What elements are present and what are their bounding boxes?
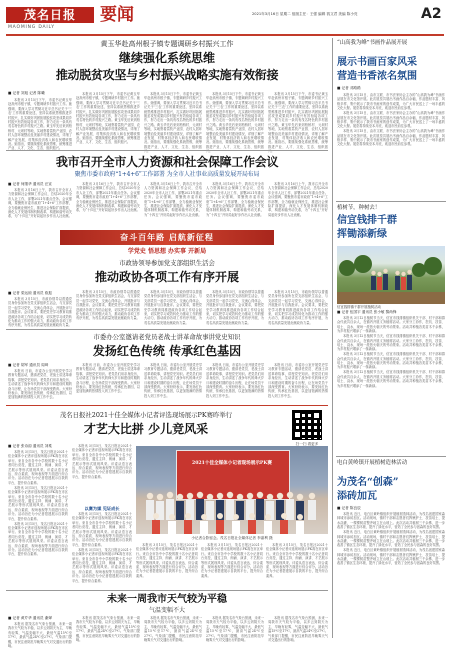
photo-caption: 小记者合影留念。茂名日报社全媒体记者 李嘉利 摄 — [191, 536, 273, 540]
article5-body-col2b: 本报讯 3月15日，茂名日报社2021十佳全媒体小记者评选现场展示PK赛在市区举行。来自全市各中小学校的数十名小记者同台竞技，通过主持、朗诵、演讲、才艺展示等形式展现风采。评委从语言表达、综合素质、现场表现等方面进行综合评分。活动旨在为小记者搭建展示自我的平台，提升综合素养。 本报讯 3月15日，茂名日报社2021十佳全媒体小记者评选现场展示PK赛在市区举行。来自全市各中小学校的数十名小记者同台竞技，通过主持、朗诵、演讲、才艺展示等形式展现风采。评委从语言表达、综合素质、现场表现等方面进行综合评分。活动旨在为小记者搭建展示自我的平台，提升综合素养。 — [72, 512, 132, 583]
party-history-banner — [60, 230, 274, 245]
article3-body-col5: 本报讯 3月15日，市政协领导以普通党员身份参加所在党支部组织生活会，与支部党员一起学习党史，交流心得体会，开展批评与自我批评。会议要求，要把党史学习教育同推进政协各项工作结合起来，切实把学习成效转化为推动工作的强大动力，推动政协各项工作有序开展，为茂名高质量发展贡献政协力量。 — [268, 290, 328, 325]
article6-subtitle: 气温变幅不大 — [148, 607, 185, 614]
qr-finder-bl — [293, 430, 302, 439]
qr-finder-tr — [312, 411, 321, 420]
column-divider — [332, 38, 333, 638]
article3-body-col4: 本报讯 3月15日，市政协领导以普通党员身份参加所在党支部组织生活会，与支部党员一起学习党史，交流心得体会，开展批评与自我批评。会议要求，要把党史学习教育同推进政协各项工作结合起来，切实把学习成效转化为推动工作的强大动力，推动政协各项工作有序开展，为茂名高质量发展贡献政协力量。 — [206, 290, 264, 325]
banner-title: 奋斗百年路 启航新征程 — [120, 232, 214, 242]
divider — [6, 329, 328, 330]
article4-title: 发扬红色传统 传承红色基因 — [92, 344, 242, 358]
sidebar1-kicker: “山高我为峰”书画作品展开展 — [337, 40, 408, 46]
article6-title: 未来一周我市天气较为平稳 — [107, 594, 227, 605]
tree-planting-photo — [337, 246, 445, 304]
article2-body-col5: 本报讯 3月16日上午，我市召开全市人力资源和社会保障工作会议，总结2020年全市人社工作，部署2021年重点任务。会议强调，要聚焦市委市政府“1+4+6”工作部署，全力稳就业保民生，推进社会保险扩面提质，深化人才发展体制机制改革，构建和谐劳动关系，为“十四五”开好局起好步作出人社贡献。 — [268, 182, 328, 217]
sidebar3-kicker: 电白黄岭镇开展植树造林活动 — [337, 460, 408, 466]
article6-body-col5: 本报讯 据茂名市气象台预测，未来一周我市天气较为平稳，以多云到阴天为主，早晚有轻雾，气温变幅不大，最低气温15℃至17℃，最高气温24℃至27℃。气象部门提醒，市民注意防范早晚雾天气对交通出行的影响。 — [268, 616, 328, 643]
photo-backdrop-title: 2021十佳全媒体小记者现场展示PK赛 — [192, 461, 272, 466]
article3-kicker: 市政协领导参加党支部组织生活会 — [119, 259, 215, 267]
article1-byline: ■ 记者 刘旭 记者 陈曦 — [8, 91, 45, 95]
sidebar3-title-line2: 添砖加瓦 — [337, 491, 377, 502]
banner-subtitle: 学党史 悟思想 办实事 开新局 — [127, 248, 207, 255]
article2-subtitle: 聚焦市委市政府“1+4+6”工作部署 为全市人社事业高质量发展开局布局 — [74, 171, 260, 178]
article3-byline: ■ 记者 梁运琼 通讯员 欧振 — [8, 291, 52, 295]
article3-body-col2: 本报讯 3月15日，市政协领导以普通党员身份参加所在党支部组织生活会，与支部党员一起学习党史，交流心得体会，开展批评与自我批评。会议要求，要把党史学习教育同推进政协各项工作结合起来，切实把学习成效转化为推动工作的强大动力，推动政协各项工作有序开展，为茂名高质量发展贡献政协力量。 — [76, 290, 140, 321]
article6-body-col1: 本报讯 据茂名市气象台预测，未来一周我市天气较为平稳，以多云到阴天为主，早晚有轻雾，气温变幅不大，最低气温15℃至17℃，最高气温24℃至27℃。气象部门提醒，市民注意防范早晚雾天气对交通出行的影响。 — [8, 622, 72, 648]
qr-finder-tl — [293, 411, 302, 420]
masthead — [0, 0, 450, 36]
sidebar2-caption: 信宜钱排镇干群开展植树活动 — [337, 305, 382, 309]
article5-byline: ■ 记者 张诗韵 通讯员 刘柔 — [8, 444, 52, 448]
article5-body-col4: 本报讯 3月15日，茂名日报社2021十佳全媒体小记者评选现场展示PK赛在市区举行。来自全市各中小学校的数十名小记者同台竞技，通过主持、朗诵、演讲、才艺展示等形式展现风采。评委从语言表达、综合素质、现场表现等方面进行综合评分。活动旨在为小记者搭建展示自我的平台，提升综合素养。 — [201, 543, 263, 578]
article2-body-col1: 本报讯 3月16日上午，我市召开全市人力资源和社会保障工作会议，总结2020年全市人社工作，部署2021年重点任务。会议强调，要聚焦市委市政府“1+4+6”工作部署，全力稳就业保民生，推进社会保险扩面提质，深化人才发展体制机制改革，构建和谐劳动关系，为“十四五”开好局起好步作出人社贡献。 — [8, 188, 72, 219]
article5-body-col3: 本报讯 3月15日，茂名日报社2021十佳全媒体小记者评选现场展示PK赛在市区举行。来自全市各中小学校的数十名小记者同台竞技，通过主持、朗诵、演讲、才艺展示等形式展现风采。评委从语言表达、综合素质、现场表现等方面进行综合评分。活动旨在为小记者搭建展示自我的平台，提升综合素养。 — [136, 543, 198, 578]
article4-body-col2: 本报讯 日前，市委办公室开展党史学习教育专题活动，邀请老党员、老战士讲述革命故事，讲授党史知识。老党员们用亲身经历，生动讲述了战争年代的烽火岁月和建设时期的奋斗历程，让在场党员干部深受教育。大家纷纷表示，要发扬红色传统、传承红色基因，以更加饱满的热情投入到工作中去。 — [76, 363, 140, 394]
article3-body-col3: 本报讯 3月15日，市政协领导以普通党员身份参加所在党支部组织生活会，与支部党员一起学习党史，交流心得体会，开展批评与自我批评。会议要求，要把党史学习教育同推进政协各项工作结合起来，切实把学习成效转化为推动工作的强大动力，推动政协各项工作有序开展，为茂名高质量发展贡献政协力量。 — [144, 290, 202, 325]
photo-people — [136, 486, 328, 534]
article5-section-label: 以赛为媒 见证成长 — [84, 506, 120, 511]
article6-body-col2: 本报讯 据茂名市气象台预测，未来一周我市天气较为平稳，以多云到阴天为主，早晚有轻雾，气温变幅不大，最低气温15℃至17℃，最高气温24℃至27℃。气象部门提醒，市民注意防范早晚雾天气对交通出行的影响。 — [76, 616, 140, 643]
tree-planting-scene — [337, 246, 445, 304]
article5-title: 才艺大比拼 少儿竞风采 — [83, 422, 209, 436]
article5-body-col1: 本报讯 3月15日，茂名日报社2021十佳全媒体小记者评选现场展示PK赛在市区举行。来自全市各中小学校的数十名小记者同台竞技，通过主持、朗诵、演讲、才艺展示等形式展现风采。评委从语言表达、综合素质、现场表现等方面进行综合评分。活动旨在为小记者搭建展示自我的平台，提升综合素养。 本报讯 3月15日，茂名日报社2021十佳全媒体小记者评选现场展示PK赛在市区举行。来自全市各中小学校的数十名小记者同台竞技，通过主持、朗诵、演讲、才艺展示等形式展现风采。评委从语言表达、综合素质、现场表现等方面进行综合评分。活动旨在为小记者搭建展示自我的平台，提升综合素养。 本报讯 3月15日，茂名日报社2021十佳全媒体小记者评选现场展示PK赛在市区举行。来自全市各中小学校的数十名小记者同台竞技，通过主持、朗诵、演讲、才艺展示等形式展现风采。评委从语言表达、综合素质、现场表现等方面进行综合评分。活动旨在为小记者搭建展示自我的平台，提升综合素养。 — [8, 450, 68, 557]
article6-body-col3: 本报讯 据茂名市气象台预测，未来一周我市天气较为平稳，以多云到阴天为主，早晚有轻雾，气温变幅不大，最低气温15℃至17℃，最高气温24℃至27℃。气象部门提醒，市民注意防范早晚雾天气对交通出行的影响。 — [144, 616, 203, 643]
sidebar3-title-line1: 为茂名“创森” — [337, 477, 399, 488]
section-title: 要闻 — [100, 5, 134, 25]
sidebar1-byline: ■ 记者 邓路路 — [337, 86, 361, 90]
section-rule — [6, 405, 328, 406]
article1-body-col3: 本报讯 3月15日下午，市委书记黄玉华赴高州市根子镇，专题调研乡村振兴工作。她强调，要深入学习贯彻习近平总书记关于'三农'工作的重要论述，坚持以系统思维推进乡村振兴，扎实做好巩固拓展脱贫攻坚成果同乡村振兴有效衔接各项工作，努力走出一条具有茂名特色的乡村振兴之路。黄玉华先后来到柏桥村、元坝村等地，实地察看荔枝产业园、农村人居环境整治及美丽乡村建设情况，详细了解产业发展、村集体经济收入和农民增收情况。她指出，要继续强化系统思维，统筹推进产业、人才、文化、生态、组织振兴。 — [144, 92, 202, 154]
sidebar1-body: 本报讯 3月15日，由市文联、市书法家协会主办的“山高我为峰”书画作品展在市文化馆开展。此次展览共展出书画作品百余幅，作品题材丰富、风格多样，集中展示了我市书画家的创作成果，为广大市民送上了一场丰盛的文化大餐。展览将持续至本月底，欢迎市民前往参观。 本报讯 3月15日，由市文联、市书法家协会主办的“山高我为峰”书画作品展在市文化馆开展。此次展览共展出书画作品百余幅，作品题材丰富、风格多样，集中展示了我市书画家的创作成果，为广大市民送上了一场丰盛的文化大餐。展览将持续至本月底，欢迎市民前往参观。 本报讯 3月15日，由市文联、市书法家协会主办的“山高我为峰”书画作品展在市文化馆开展。此次展览共展出书画作品百余幅，作品题材丰富、风格多样，集中展示了我市书画家的创作成果，为广大市民送上了一场丰盛的文化大餐。展览将持续至本月底，欢迎市民前往参观。 — [337, 93, 445, 147]
article1-title-line1: 继续强化系统思维 — [118, 51, 215, 65]
article6-body-col4: 本报讯 据茂名市气象台预测，未来一周我市天气较为平稳，以多云到阴天为主，早晚有轻雾，气温变幅不大，最低气温15℃至17℃，最高气温24℃至27℃。气象部门提醒，市民注意防范早晚雾天气对交通出行的影响。 — [206, 616, 265, 643]
article2-byline: ■ 记者 何继华 通讯员 汪宣 — [8, 182, 52, 186]
sidebar2-byline: ■ 记者 伍国宇 通讯员 张小敏 黎尚锋 — [337, 310, 397, 314]
article1-body-col1: 本报讯 3月15日下午，市委书记黄玉华赴高州市根子镇，专题调研乡村振兴工作。她强调，要深入学习贯彻习近平总书记关于'三农'工作的重要论述，坚持以系统思维推进乡村振兴，扎实做好巩固拓展脱贫攻坚成果同乡村振兴有效衔接各项工作，努力走出一条具有茂名特色的乡村振兴之路。黄玉华先后来到柏桥村、元坝村等地，实地察看荔枝产业园、农村人居环境整治及美丽乡村建设情况，详细了解产业发展、村集体经济收入和农民增收情况。她指出，要继续强化系统思维，统筹推进产业、人才、文化、生态、组织振兴。 — [8, 98, 72, 151]
masthead-logo: 茂名日报 — [23, 8, 76, 22]
qr-caption: 扫一扫 看更多 — [295, 442, 319, 446]
masthead-logo-block — [6, 7, 94, 23]
divider — [336, 456, 446, 457]
article1-body-col5: 本报讯 3月15日下午，市委书记黄玉华赴高州市根子镇，专题调研乡村振兴工作。她强调，要深入学习贯彻习近平总书记关于'三农'工作的重要论述，坚持以系统思维推进乡村振兴，扎实做好巩固拓展脱贫攻坚成果同乡村振兴有效衔接各项工作，努力走出一条具有茂名特色的乡村振兴之路。黄玉华先后来到柏桥村、元坝村等地，实地察看荔枝产业园、农村人居环境整治及美丽乡村建设情况，详细了解产业发展、村集体经济收入和农民增收情况。她指出，要继续强化系统思维，统筹推进产业、人才、文化、生态、组织振兴。 — [268, 92, 328, 154]
article2-title: 我市召开全市人力资源和社会保障工作会议 — [55, 155, 279, 169]
article6-byline: ■ 记者 黄芹华 通讯员 谢婵 — [8, 616, 52, 620]
divider — [6, 590, 328, 591]
sidebar2-title-line2: 挥锄添新绿 — [337, 229, 387, 240]
article4-byline: ■ 记者 胡军 通讯员 周琦 — [8, 363, 49, 367]
article3-body-col1: 本报讯 3月15日，市政协领导以普通党员身份参加所在党支部组织生活会，与支部党员一起学习党史，交流心得体会，开展批评与自我批评。会议要求，要把党史学习教育同推进政协各项工作结合起来，切实把学习成效转化为推动工作的强大动力，推动政协各项工作有序开展，为茂名高质量发展贡献政协力量。 — [8, 297, 72, 328]
article4-body-col5: 本报讯 日前，市委办公室开展党史学习教育专题活动，邀请老党员、老战士讲述革命故事，讲授党史知识。老党员们用亲身经历，生动讲述了战争年代的烽火岁月和建设时期的奋斗历程，让在场党员干部深受教育。大家纷纷表示，要发扬红色传统、传承红色基因，以更加饱满的热情投入到工作中去。 — [268, 363, 328, 398]
article1-body-col2: 本报讯 3月15日下午，市委书记黄玉华赴高州市根子镇，专题调研乡村振兴工作。她强调，要深入学习贯彻习近平总书记关于'三农'工作的重要论述，坚持以系统思维推进乡村振兴，扎实做好巩固拓展脱贫攻坚成果同乡村振兴有效衔接各项工作，努力走出一条具有茂名特色的乡村振兴之路。黄玉华先后来到柏桥村、元坝村等地，实地察看荔枝产业园、农村人居环境整治及美丽乡村建设情况，详细了解产业发展、村集体经济收入和农民增收情况。她指出，要继续强化系统思维，统筹推进产业、人才、文化、生态、组织振兴。 — [76, 92, 140, 145]
group-photo — [136, 446, 328, 534]
sidebar2-title-line1: 信宜钱排千群 — [337, 215, 397, 226]
article2-body-col2: 本报讯 3月16日上午，我市召开全市人力资源和社会保障工作会议，总结2020年全市人社工作，部署2021年重点任务。会议强调，要聚焦市委市政府“1+4+6”工作部署，全力稳就业保民生，推进社会保险扩面提质，深化人才发展体制机制改革，构建和谐劳动关系，为“十四五”开好局起好步作出人社贡献。 — [76, 182, 140, 213]
article5-body-col2: 本报讯 3月15日，茂名日报社2021十佳全媒体小记者评选现场展示PK赛在市区举行。来自全市各中小学校的数十名小记者同台竞技，通过主持、朗诵、演讲、才艺展示等形式展现风采。评委从语言表达、综合素质、现场表现等方面进行综合评分。活动旨在为小记者搭建展示自我的平台，提升综合素养。 — [72, 444, 132, 479]
article4-body-col4: 本报讯 日前，市委办公室开展党史学习教育专题活动，邀请老党员、老战士讲述革命故事，讲授党史知识。老党员们用亲身经历，生动讲述了战争年代的烽火岁月和建设时期的奋斗历程，让在场党员干部深受教育。大家纷纷表示，要发扬红色传统、传承红色基因，以更加饱满的热情投入到工作中去。 — [206, 363, 265, 398]
article5-body-col5: 本报讯 3月15日，茂名日报社2021十佳全媒体小记者评选现场展示PK赛在市区举行。来自全市各中小学校的数十名小记者同台竞技，通过主持、朗诵、演讲、才艺展示等形式展现风采。评委从语言表达、综合素质、现场表现等方面进行综合评分。活动旨在为小记者搭建展示自我的平台，提升综合素养。 — [266, 543, 328, 578]
sidebar2-kicker: 植树节，种树去！ — [337, 205, 381, 211]
issue-info: 2021年3月16日 星期二 组版主任：王强 编辑 钱文君 美编 陈小亮 — [252, 12, 358, 16]
sidebar2-body: 本报讯 3月12日植树节当天，信宜市钱排镇组织机关干部、村干部和群众代表共百余人，在镇内开展义务植树活动。大家分工协作，挖坑、扶苗、培土、浇水，现场一派热火朝天的劳动景象。活动共种植各类苗木千余株，为乡村振兴增添了一抹新绿。 本报讯 3月12日植树节当天，信宜市钱排镇组织机关干部、村干部和群众代表共百余人，在镇内开展义务植树活动。大家分工协作，挖坑、扶苗、培土、浇水，现场一派热火朝天的劳动景象。活动共种植各类苗木千余株，为乡村振兴增添了一抹新绿。 本报讯 3月12日植树节当天，信宜市钱排镇组织机关干部、村干部和群众代表共百余人，在镇内开展义务植树活动。大家分工协作，挖坑、扶苗、培土、浇水，现场一派热火朝天的劳动景象。活动共种植各类苗木千余株，为乡村振兴增添了一抹新绿。 本报讯 3月12日植树节当天，信宜市钱排镇组织机关干部、村干部和群众代表共百余人，在镇内开展义务植树活动。大家分工协作，挖坑、扶苗、培土、浇水，现场一派热火朝天的劳动景象。活动共种植各类苗木千余株，为乡村振兴增添了一抹新绿。 — [337, 316, 445, 388]
divider — [6, 150, 328, 151]
masthead-pinyin: MAOMING DAILY — [8, 25, 55, 30]
article2-body-col4: 本报讯 3月16日上午，我市召开全市人力资源和社会保障工作会议，总结2020年全市人社工作，部署2021年重点任务。会议强调，要聚焦市委市政府“1+4+6”工作部署，全力稳就业保民生，推进社会保险扩面提质，深化人才发展体制机制改革，构建和谐劳动关系，为“十四五”开好局起好步作出人社贡献。 — [206, 182, 264, 217]
article1-title-line2: 推动脱贫攻坚与乡村振兴战略实施有效衔接 — [55, 68, 279, 82]
sidebar3-body: 本报讯 近日，电白区黄岭镇组织开展植树造林活动，为茂名创建国家森林城市添砖加瓦。活动现场，镇村干部和志愿者们挥锹铲土、扶苗培土、提水浇灌，一棵棵树苗整齐地立在山坡上。此次活动共植树三千余株，进一步改善了镇区生态环境，提升了绿化水平，营造了全民参与创森的良好氛围。 本报讯 近日，电白区黄岭镇组织开展植树造林活动，为茂名创建国家森林城市添砖加瓦。活动现场，镇村干部和志愿者们挥锹铲土、扶苗培土、提水浇灌，一棵棵树苗整齐地立在山坡上。此次活动共植树三千余株，进一步改善了镇区生态环境，提升了绿化水平，营造了全民参与创森的良好氛围。 本报讯 近日，电白区黄岭镇组织开展植树造林活动，为茂名创建国家森林城市添砖加瓦。活动现场，镇村干部和志愿者们挥锹铲土、扶苗培土、提水浇灌，一棵棵树苗整齐地立在山坡上。此次活动共植树三千余株，进一步改善了镇区生态环境，提升了绿化水平，营造了全民参与创森的良好氛围。 — [337, 512, 445, 566]
qr-code[interactable] — [292, 410, 322, 440]
divider — [336, 201, 446, 202]
article3-title: 推动政协各项工作有序开展 — [94, 270, 239, 284]
article1-kicker: 黄玉华赴高州根子镇专题调研乡村振兴工作 — [100, 40, 234, 48]
sidebar1-title-line2: 营造书香浓名氛围 — [337, 71, 417, 82]
article4-body-col3: 本报讯 日前，市委办公室开展党史学习教育专题活动，邀请老党员、老战士讲述革命故事，讲授党史知识。老党员们用亲身经历，生动讲述了战争年代的烽火岁月和建设时期的奋斗历程，让在场党员干部深受教育。大家纷纷表示，要发扬红色传统、传承红色基因，以更加饱满的热情投入到工作中去。 — [144, 363, 203, 398]
sidebar1-title-line1: 展示书画百家风采 — [337, 57, 417, 68]
article5-kicker: 茂名日报社2021十佳全媒体小记者评选现场展示PK赛昨举行 — [59, 411, 233, 419]
article2-body-col3: 本报讯 3月16日上午，我市召开全市人力资源和社会保障工作会议，总结2020年全市人社工作，部署2021年重点任务。会议强调，要聚焦市委市政府“1+4+6”工作部署，全力稳就业保民生，推进社会保险扩面提质，深化人才发展体制机制改革，构建和谐劳动关系，为“十四五”开好局起好步作出人社贡献。 — [144, 182, 202, 217]
article1-body-col4: 本报讯 3月15日下午，市委书记黄玉华赴高州市根子镇，专题调研乡村振兴工作。她强调，要深入学习贯彻习近平总书记关于'三农'工作的重要论述，坚持以系统思维推进乡村振兴，扎实做好巩固拓展脱贫攻坚成果同乡村振兴有效衔接各项工作，努力走出一条具有茂名特色的乡村振兴之路。黄玉华先后来到柏桥村、元坝村等地，实地察看荔枝产业园、农村人居环境整治及美丽乡村建设情况，详细了解产业发展、村集体经济收入和农民增收情况。她指出，要继续强化系统思维，统筹推进产业、人才、文化、生态、组织振兴。 — [206, 92, 264, 154]
page-number: A2 — [421, 6, 442, 22]
sidebar3-byline: ■ 记者 陈良辰 — [337, 506, 361, 510]
article4-kicker: 市委办公室邀请老党员老战士讲革命故事讲党史知识 — [93, 333, 241, 341]
masthead-rule — [6, 34, 444, 36]
article4-body-col1: 本报讯 日前，市委办公室开展党史学习教育专题活动，邀请老党员、老战士讲述革命故事，讲授党史知识。老党员们用亲身经历，生动讲述了战争年代的烽火岁月和建设时期的奋斗历程，让在场党员干部深受教育。大家纷纷表示，要发扬红色传统、传承红色基因，以更加饱满的热情投入到工作中去。 — [8, 369, 72, 400]
